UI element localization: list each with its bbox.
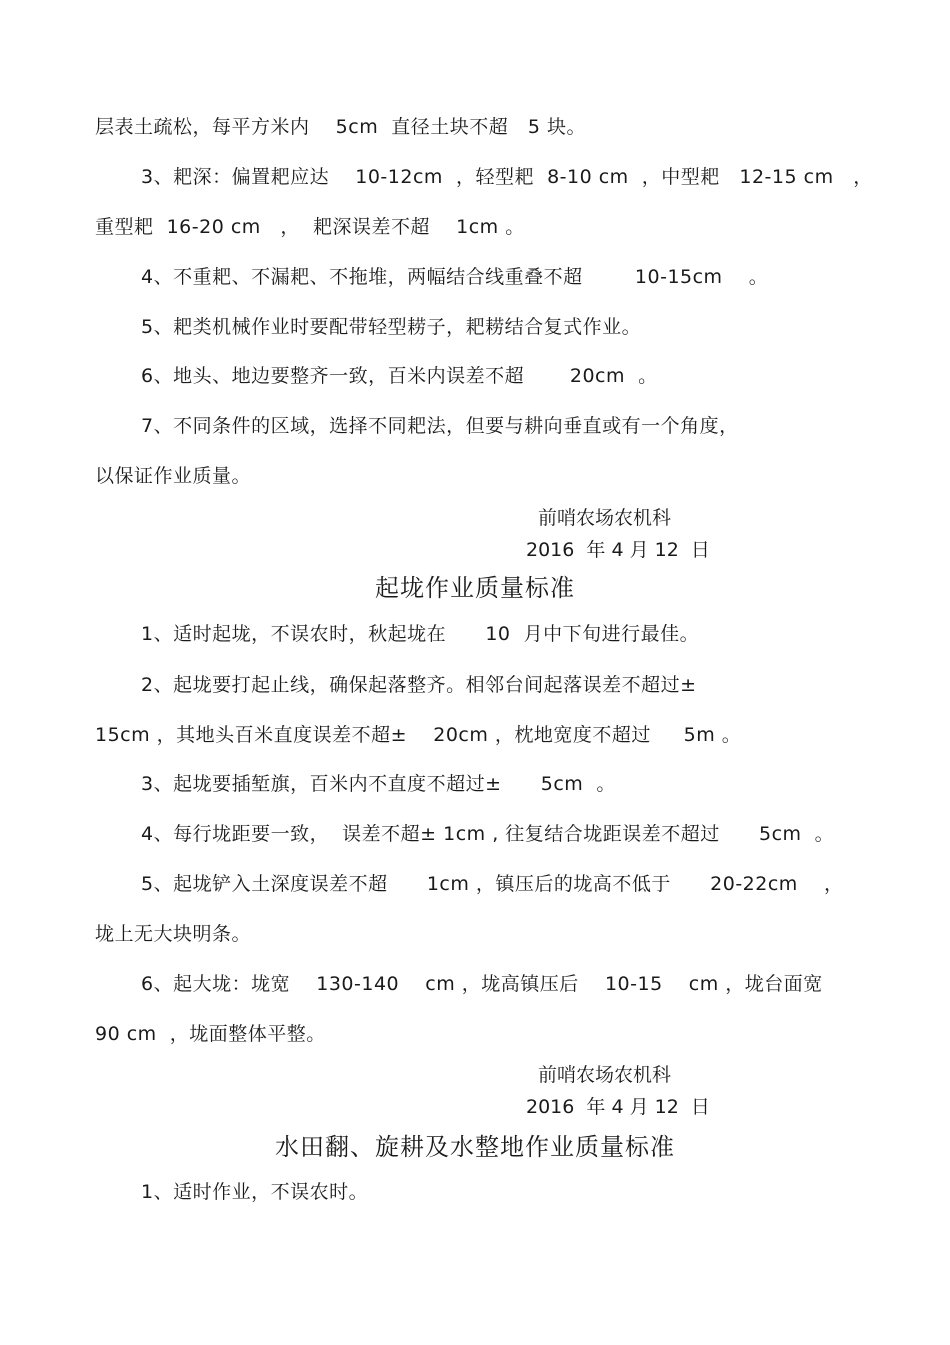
- paragraph-line: 5、起垅铲入土深度误差不超 1cm ，镇压后的垅高不低于 20-22cm ，: [141, 873, 844, 895]
- paragraph-line: 6、起大垅：垅宽 130-140 cm ，垅高镇压后 10-15 cm ，垅台面宽: [141, 973, 823, 995]
- paragraph-line: 6、地头、地边要整齐一致，百米内误差不超 20cm 。: [141, 365, 658, 387]
- signature-org: 前哨农场农机科: [538, 507, 672, 529]
- paragraph-line: 5、耙类机械作业时要配带轻型耢子，耙耢结合复式作业。: [141, 316, 642, 338]
- paragraph-line: 4、每行垅距要一致， 误差不超± 1cm , 往复结合垅距误差不超过 5cm 。: [141, 823, 835, 845]
- paragraph-line: 4、不重耙、不漏耙、不拖堆，两幅结合线重叠不超 10-15cm 。: [141, 266, 769, 288]
- paragraph-line: 重型耙 16-20 cm ， 耙深误差不超 1cm 。: [95, 216, 525, 238]
- paragraph-line: 1、适时起垅，不误农时，秋起垅在 10 月中下旬进行最佳。: [141, 623, 700, 645]
- paragraph-line: 7、不同条件的区域，选择不同耙法，但要与耕向垂直或有一个角度，: [141, 415, 739, 437]
- paragraph-line: 垅上无大块明条。: [95, 923, 252, 945]
- signature-org: 前哨农场农机科: [538, 1064, 672, 1086]
- paragraph-line: 3、耙深：偏置耙应达 10-12cm ，轻型耙 8-10 cm ，中型耙 12-15 cm ，: [141, 166, 873, 188]
- paragraph-line: 90 cm ，垅面整体平整。: [95, 1023, 326, 1045]
- paragraph-line: 以保证作业质量。: [95, 465, 252, 487]
- paragraph-line: 3、起垅要插堑旗，百米内不直度不超过± 5cm 。: [141, 773, 616, 795]
- signature-date: 2016 年 4 月 12 日: [526, 1096, 710, 1118]
- signature-date: 2016 年 4 月 12 日: [526, 539, 710, 561]
- paragraph-line: 1、适时作业，不误农时。: [141, 1181, 369, 1203]
- section-title: 起垅作业质量标准: [375, 574, 575, 602]
- paragraph-line: 15cm ，其地头百米直度误差不超± 20cm ，枕地宽度不超过 5m 。: [95, 724, 742, 746]
- paragraph-line: 2、起垅要打起止线，确保起落整齐。相邻台间起落误差不超过±: [141, 674, 697, 696]
- paragraph-line: 层表土疏松，每平方米内 5cm 直径土块不超 5 块。: [95, 116, 587, 138]
- section-title: 水田翻、旋耕及水整地作业质量标准: [275, 1133, 675, 1161]
